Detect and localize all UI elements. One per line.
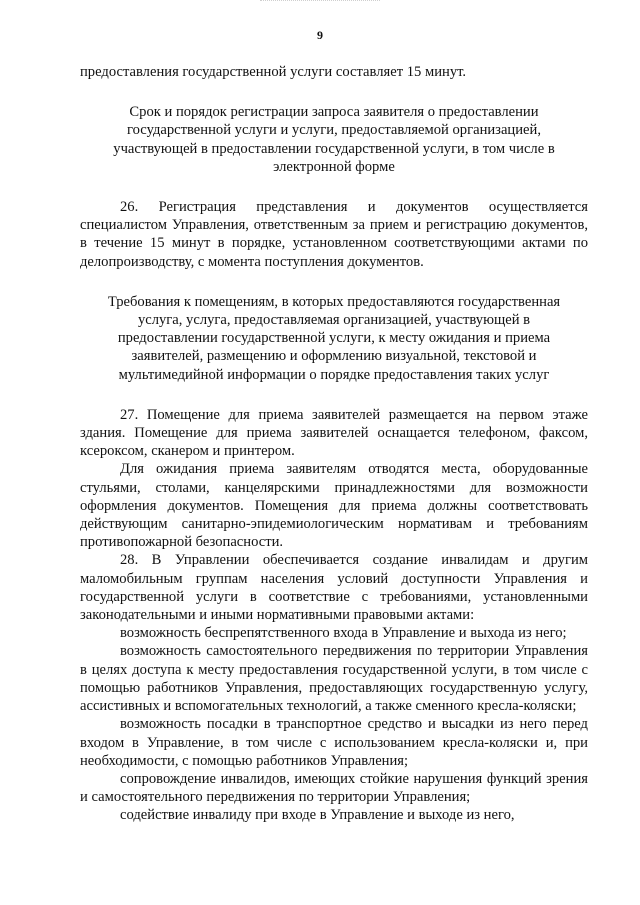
paragraph: возможность посадки в транспортное средство и высадки из него перед входом в Управление, в том числе с использованием кресла-коляски и, при необходимости, с помощью работников Управления; [80,716,588,769]
paragraph: содействие инвалиду при входе в Управление и выходе из него, [120,807,515,824]
section-heading: Срок и порядок регистрации запроса заявителя о предоставлении государственной услуги и услуги, предоставляемой организацией, участвующей в предоставлении государственной услуги, в том числе в электронной форме [113,104,555,175]
paragraph: 26. Регистрация представления и документов осуществляется специалистом Управления, ответственным за прием и регистрацию документов, в течение 15 минут в порядке, установленном соответствующими актами по делопроизводству, с момента поступления документов. [80,199,588,270]
spacer [80,81,588,103]
paragraph: возможность самостоятельного передвижения по территории Управления в целях доступа к месту предоставления государственной услуги, в том числе с помощью работников Управления, предоставляющих государственную услугу, ассистивных и вспомогательных технологий, а также сменного кресла-коляски; [80,643,588,715]
section-heading: Требования к помещениям, в которых предоставляются государственная услуга, услуга, предоставляемая организацией, участвующей в предоставлении государственной услуги, к месту ожидания и приема заявителей, размещению и оформлению визуальной, текстовой и мультимедийной информации о порядке предоставления таких услуг [107,293,561,383]
paragraph: возможность беспрепятственного входа в Управление и выхода из него; [120,625,567,642]
paragraph: Для ожидания приема заявителям отводятся места, оборудованные стульями, столами, канцелярскими принадлежностями для возможности оформления документов. Помещения для приема должны соответствовать действующим санитарно-эпидемиологическим нормативам и требованиям противопожарной безопасности. [80,461,588,551]
paragraph: 27. Помещение для приема заявителей размещается на первом этаже здания. Помещение для приема заявителей оснащается телефоном, факсом, ксероксом, сканером и принтером. [80,406,588,460]
spacer [80,176,588,198]
document-body [80,63,588,825]
spacer [80,271,588,293]
paragraph: 28. В Управлении обеспечивается создание инвалидам и другим маломобильным группам населения условий доступности Управления и государственной услуги в соответствие с требованиями, установленными законодательными и иными нормативными правовыми актами: [80,552,588,624]
paragraph: предоставления государственной услуги составляет 15 минут. [80,64,467,80]
scan-artifact [260,0,380,5]
spacer [80,384,588,406]
page-number: 9 [317,28,323,42]
paragraph: сопровождение инвалидов, имеющих стойкие нарушения функций зрения и самостоятельного передвижения по территории Управления; [80,770,588,806]
